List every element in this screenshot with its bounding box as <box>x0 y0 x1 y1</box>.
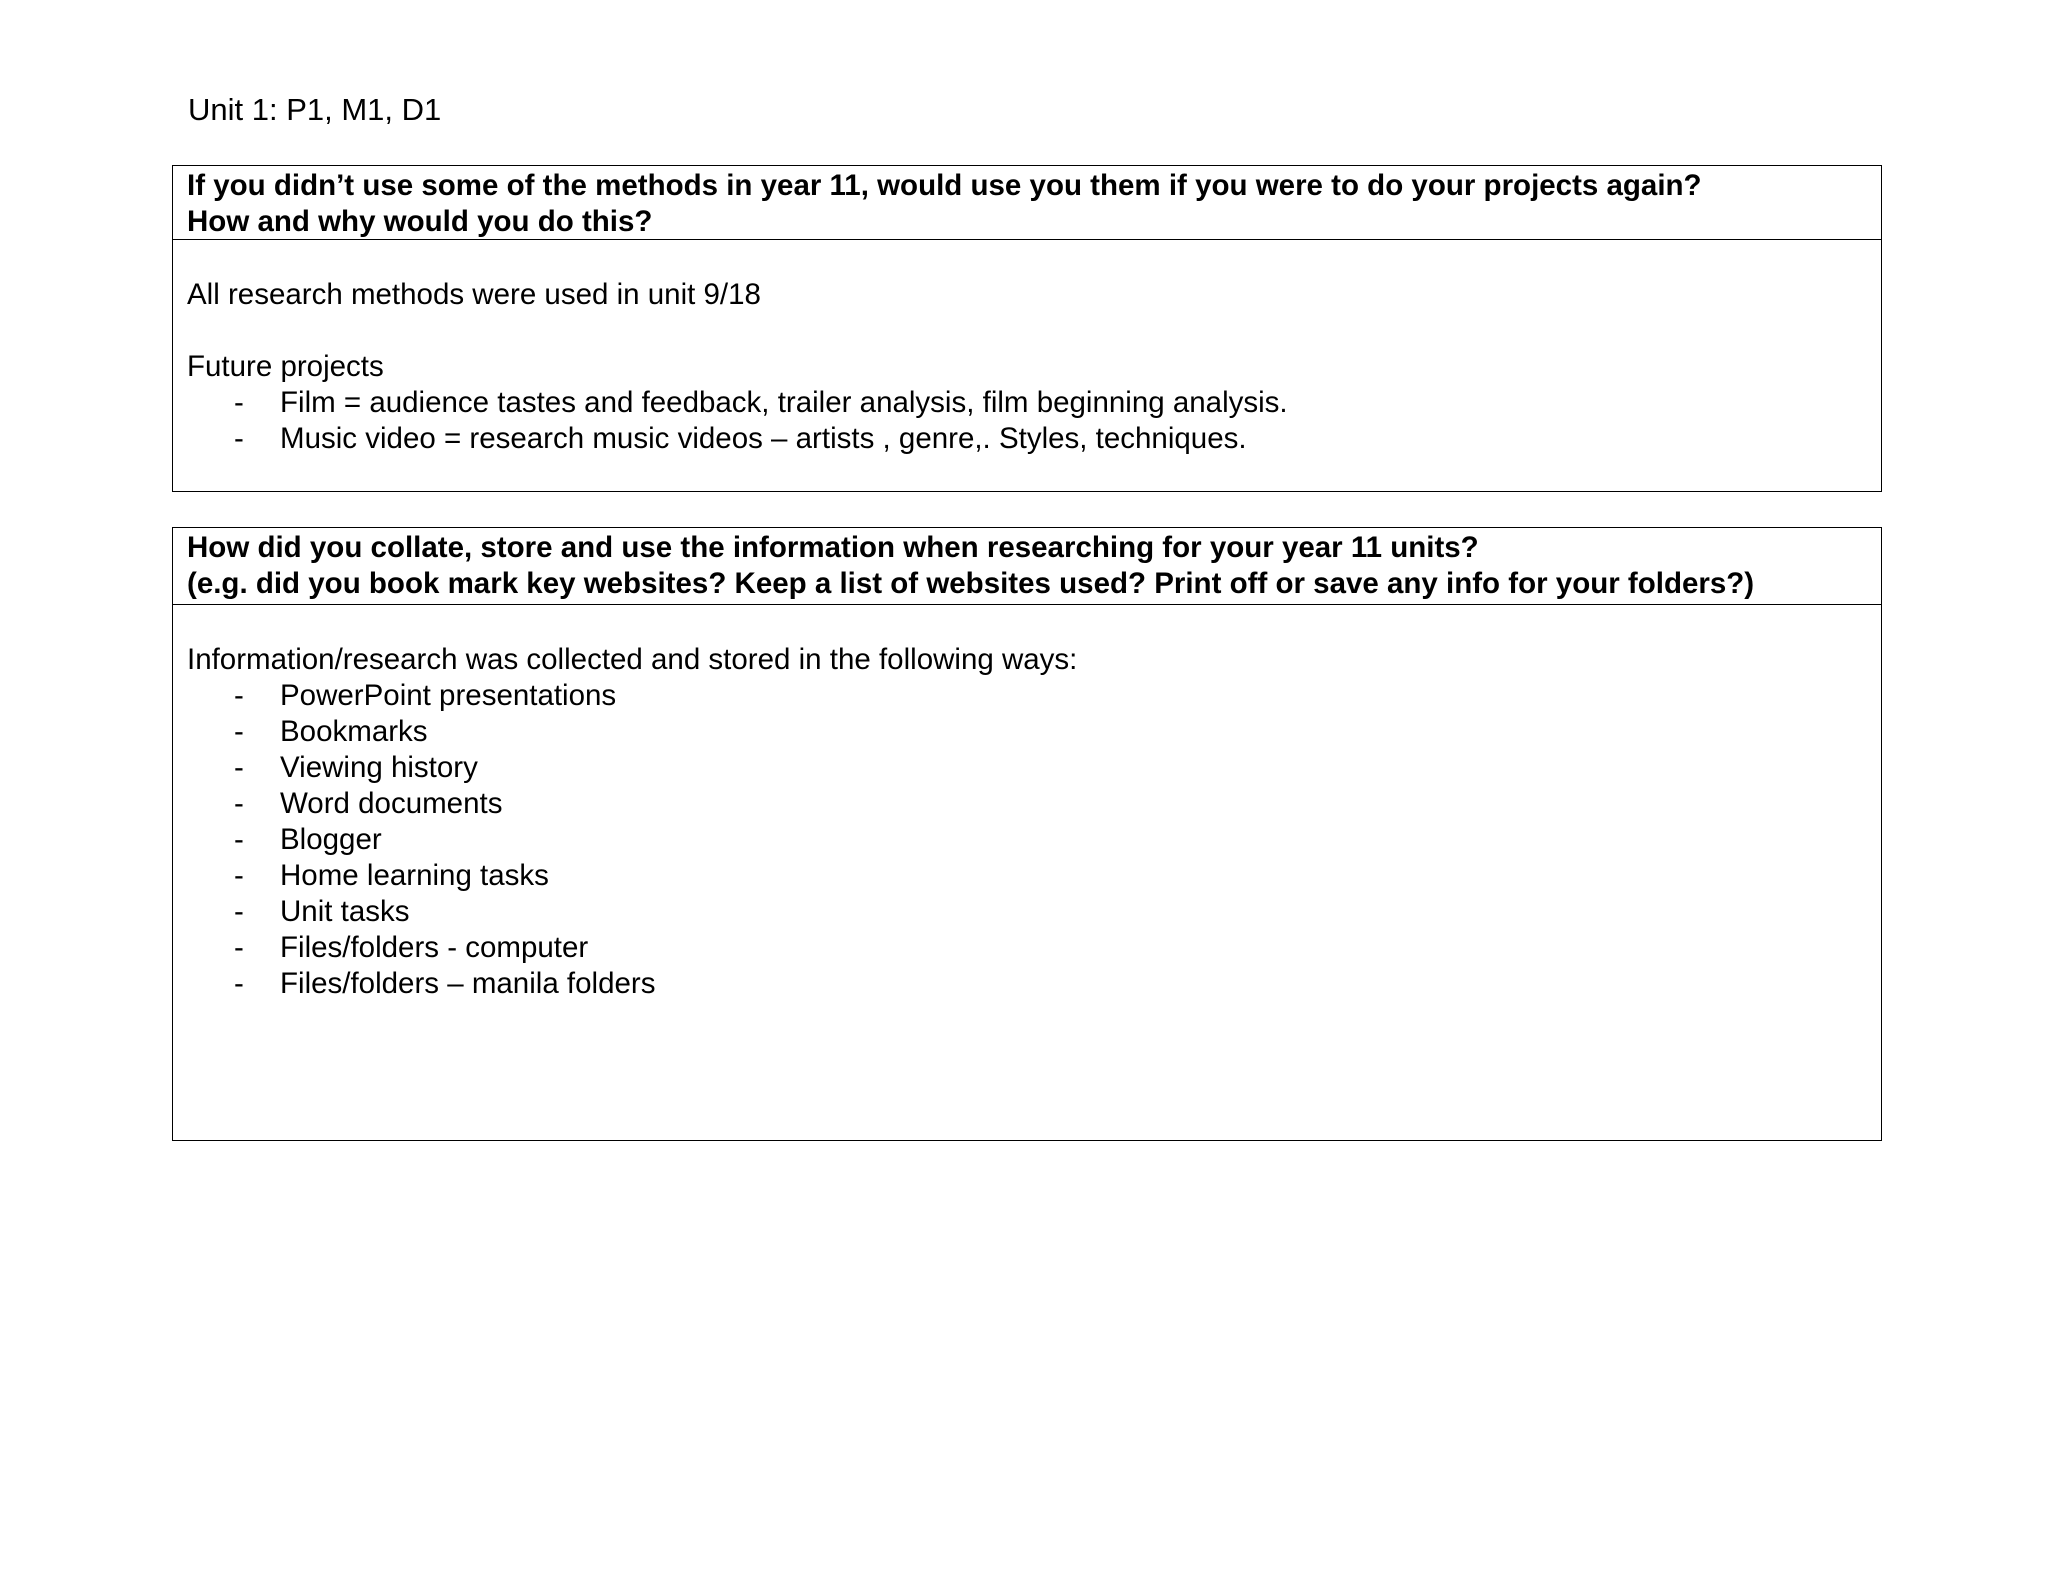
dash-bullet: - <box>234 859 244 892</box>
answer-body <box>173 240 1881 457</box>
list-item <box>187 786 1867 822</box>
answer-body <box>173 605 1881 1002</box>
question-header <box>173 166 1881 240</box>
list-item <box>187 966 1867 1002</box>
paragraph-gap <box>187 313 1867 349</box>
dash-bullet: - <box>234 931 244 964</box>
question-line-1: How did you collate, store and use the information when researching for your year 11 units? <box>187 531 1479 564</box>
question-box-collate-store <box>172 527 1882 1141</box>
list-item <box>187 678 1867 714</box>
list-item <box>187 421 1867 457</box>
question-line-2: (e.g. did you book mark key websites? Keep a list of websites used? Print off or save any info for your folders?) <box>187 567 1755 600</box>
answer-intro: Information/research was collected and stored in the following ways: <box>187 643 1078 676</box>
list-item-text: Unit tasks <box>280 895 410 928</box>
list-item <box>187 894 1867 930</box>
list-item-text: Word documents <box>280 787 503 820</box>
dash-bullet: - <box>234 715 244 748</box>
dash-bullet: - <box>234 823 244 856</box>
dash-bullet: - <box>234 787 244 820</box>
unit-heading: Unit 1: P1, M1, D1 <box>188 92 442 127</box>
list-item <box>187 858 1867 894</box>
list-item-text: Blogger <box>280 823 382 856</box>
list-item-text: PowerPoint presentations <box>280 679 617 712</box>
list-item <box>187 385 1867 421</box>
dash-bullet: - <box>234 386 244 419</box>
question-line-2: How and why would you do this? <box>187 205 653 238</box>
answer-line-methods-used: All research methods were used in unit 9/18 <box>187 278 761 311</box>
list-item-text: Files/folders – manila folders <box>280 967 656 1000</box>
question-line-1: If you didn’t use some of the methods in year 11, would use you them if you were to do your projects again? <box>187 169 1702 202</box>
list-item-text: Film = audience tastes and feedback, trailer analysis, film beginning analysis. <box>280 386 1288 419</box>
question-box-methods <box>172 165 1882 492</box>
list-item-text: Files/folders - computer <box>280 931 589 964</box>
dash-bullet: - <box>234 679 244 712</box>
list-item <box>187 750 1867 786</box>
list-item <box>187 930 1867 966</box>
question-header <box>173 528 1881 605</box>
dash-bullet: - <box>234 895 244 928</box>
dash-bullet: - <box>234 967 244 1000</box>
list-item-text: Music video = research music videos – artists , genre,. Styles, techniques. <box>280 422 1247 455</box>
future-projects-list <box>187 385 1867 457</box>
list-item-text: Home learning tasks <box>280 859 549 892</box>
list-item <box>187 822 1867 858</box>
dash-bullet: - <box>234 751 244 784</box>
list-item-text: Viewing history <box>280 751 478 784</box>
dash-bullet: - <box>234 422 244 455</box>
storage-methods-list <box>187 678 1867 1002</box>
list-item <box>187 714 1867 750</box>
list-item-text: Bookmarks <box>280 715 428 748</box>
answer-line-future-projects: Future projects <box>187 350 384 383</box>
